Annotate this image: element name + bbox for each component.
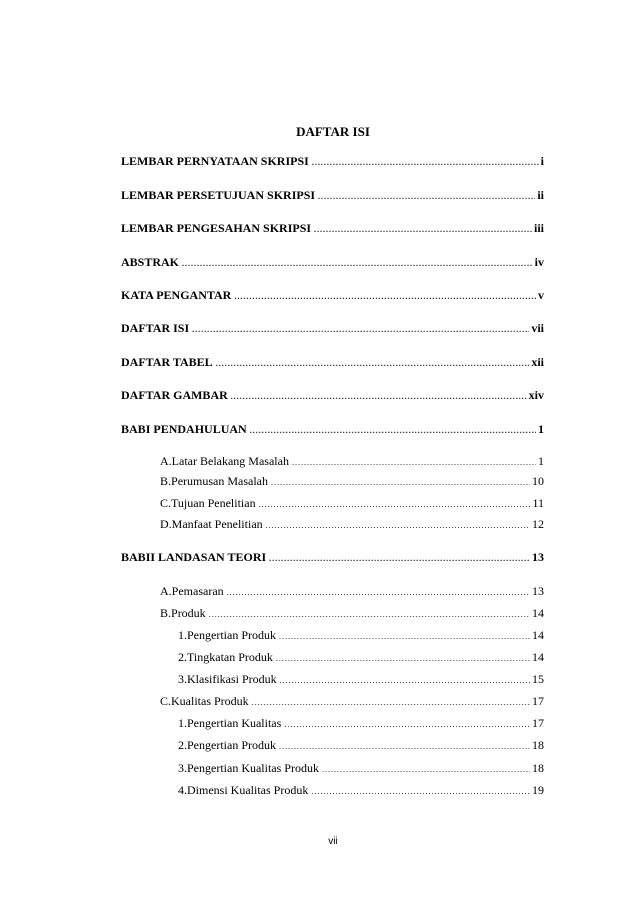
toc-subsection-entry: C. Tujuan Penelitian ..... 11 [160,495,544,513]
page-title: DAFTAR ISI [296,124,370,139]
page-number: vii [328,836,338,847]
toc-entry: LEMBAR PERNYATAAN SKRIPSI ..... i [121,153,544,171]
leader-dots [318,189,535,205]
leader-dots [276,651,530,667]
leader-dots [322,762,530,778]
leader-dots [314,222,532,238]
leader-dots [292,455,536,471]
leader-dots [311,784,530,800]
leader-dots [269,551,530,567]
leader-dots [279,629,530,645]
toc-entry: LEMBAR PERSETUJUAN SKRIPSI ..... ii [121,187,544,205]
leader-dots [231,389,527,405]
leader-dots [279,739,530,755]
toc-subsection-entry: B. Perumusan Masalah ..... 10 [160,473,544,491]
toc-entry: DAFTAR TABEL ..... xii [121,354,544,372]
toc-entry: DAFTAR GAMBAR ..... xiv [121,387,544,405]
toc-item-entry: 1. Pengertian Produk ..... 14 [178,627,544,645]
toc-chapter-entry: BAB I PENDAHULUAN ..... 1 [121,421,544,439]
toc-item-entry: 4. Dimensi Kualitas Produk ..... 19 [178,782,544,800]
leader-dots [182,256,533,272]
toc-subsection-entry: A. Pemasaran ..... 13 [160,583,544,601]
toc-subsection-entry: D. Manfaat Penelitian ..... 12 [160,516,544,534]
toc-subsection-entry: B. Produk ..... 14 [160,605,544,623]
leader-dots [284,717,530,733]
toc-entry: DAFTAR ISI ..... vii [121,320,544,338]
leader-dots [271,475,530,491]
toc-item-entry: 2. Pengertian Produk ..... 18 [178,737,544,755]
toc-subsection-entry: A. Latar Belakang Masalah ..... 1 [160,453,544,471]
leader-dots [192,322,529,338]
toc-item-entry: 3. Klasifikasi Produk ..... 15 [178,671,544,689]
toc-entry: LEMBAR PENGESAHAN SKRIPSI ..... iii [121,220,544,238]
leader-dots [209,607,530,623]
leader-dots [259,497,531,513]
toc-item-entry: 1. Pengertian Kualitas ..... 17 [178,715,544,733]
toc-item-entry: 3. Pengertian Kualitas Produk ..... 18 [178,760,544,778]
leader-dots [227,585,530,601]
toc-chapter-entry: BAB II LANDASAN TEORI ..... 13 [121,549,544,567]
leader-dots [216,356,530,372]
toc-entry: ABSTRAK ..... iv [121,254,544,272]
toc-entry: KATA PENGANTAR ..... v [121,287,544,305]
leader-dots [252,695,530,711]
toc-subsection-entry: C. Kualitas Produk ..... 17 [160,693,544,711]
leader-dots [250,423,536,439]
leader-dots [280,673,530,689]
leader-dots [312,155,539,171]
toc-item-entry: 2. Tingkatan Produk ..... 14 [178,649,544,667]
leader-dots [266,518,530,534]
leader-dots [234,289,536,305]
